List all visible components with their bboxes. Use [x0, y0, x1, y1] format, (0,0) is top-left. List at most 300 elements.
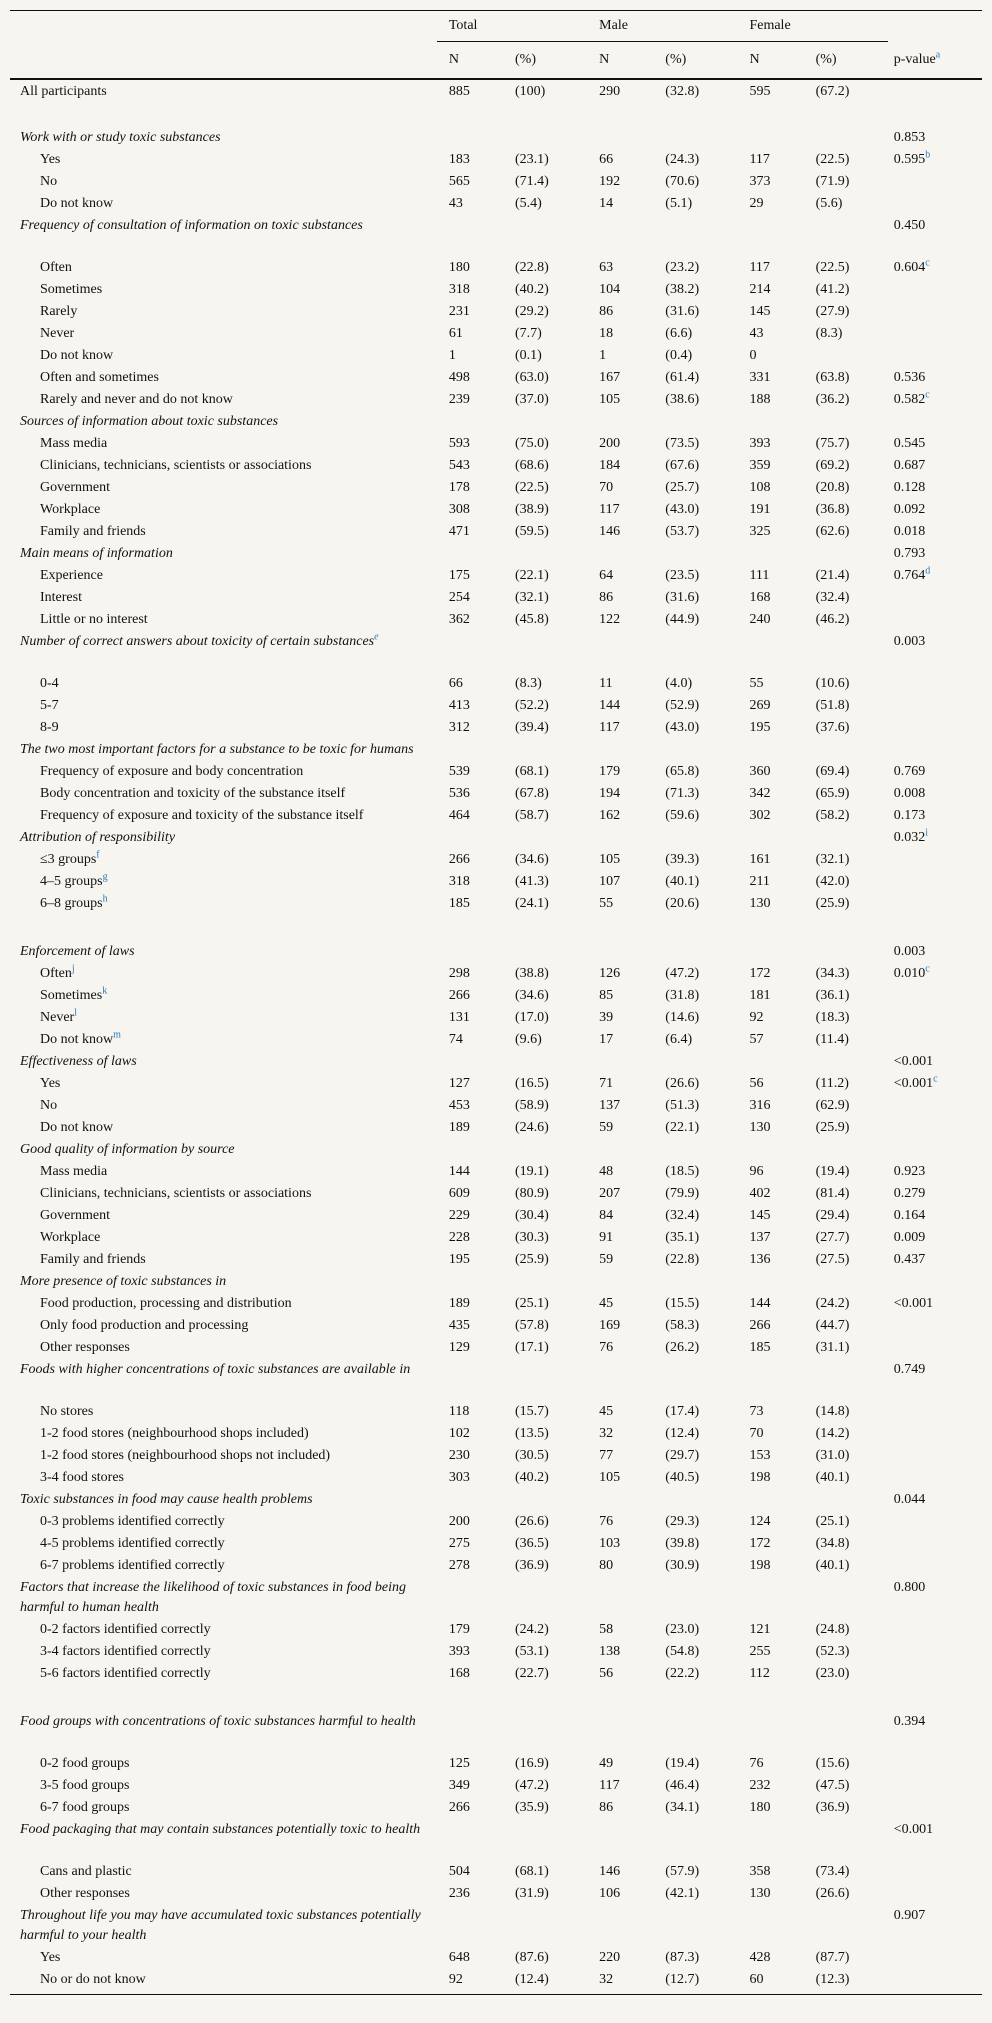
count-cell: 402	[749, 1186, 771, 1201]
percent-cell: (16.5)	[515, 1076, 549, 1091]
pvalue-cell	[888, 478, 982, 500]
percent-cell: (34.1)	[665, 1800, 700, 1815]
pvalue-cell	[888, 1162, 982, 1184]
label-text: 3-4 factors identified correctly	[40, 1644, 211, 1659]
pvalue-cell	[888, 986, 982, 1008]
percent-cell: (67.2)	[815, 84, 850, 99]
percent-cell	[511, 1490, 587, 1512]
percent-cell: (47.5)	[815, 1778, 850, 1793]
section-label	[10, 128, 437, 150]
label-text: 4-5 problems identified correctly	[40, 1536, 225, 1551]
label-text: Food groups with concentrations of toxic substances harmful to health	[20, 1714, 416, 1729]
row-label	[10, 1206, 437, 1228]
table-row	[10, 894, 982, 916]
count-cell: 266	[448, 988, 470, 1003]
percent-cell: (43.0)	[665, 502, 700, 517]
percent-cell: (21.4)	[815, 568, 850, 583]
count-cell: 191	[749, 502, 771, 517]
pvalue-text: <0.001	[893, 1076, 934, 1091]
table-row	[10, 1402, 982, 1424]
percent-cell: (80.9)	[515, 1186, 549, 1201]
row-label	[10, 1862, 437, 1884]
section-row	[10, 544, 982, 566]
table-row	[10, 964, 982, 986]
percent-cell	[812, 544, 888, 566]
count-cell: 290	[599, 84, 621, 99]
count-cell: 125	[448, 1756, 470, 1771]
table-row	[10, 1862, 982, 1884]
pvalue-cell	[888, 412, 982, 434]
count-cell: 126	[599, 966, 621, 981]
pvalue-cell	[888, 784, 982, 806]
count-cell	[437, 1712, 511, 1754]
count-cell: 96	[749, 1164, 764, 1179]
percent-cell: (14.2)	[815, 1426, 850, 1441]
pvalue-cell	[888, 500, 982, 522]
percent-cell: (19.4)	[815, 1164, 850, 1179]
percent-cell: (15.6)	[815, 1756, 850, 1771]
percent-cell: (57.9)	[665, 1864, 700, 1879]
pvalue-cell	[888, 1030, 982, 1052]
row-label	[10, 1096, 437, 1118]
percent-cell: (22.2)	[665, 1666, 700, 1681]
count-cell	[737, 1578, 811, 1620]
percent-cell: (29.7)	[665, 1448, 700, 1463]
count-cell: 43	[749, 326, 764, 341]
label-text: Foods with higher concentrations of toxic substances are available in	[20, 1362, 411, 1377]
pvalue-cell	[888, 128, 982, 150]
table-row	[10, 718, 982, 740]
pvalue-cell	[888, 79, 982, 106]
section-label	[10, 216, 437, 258]
section-label	[10, 1712, 437, 1754]
table-row	[10, 302, 982, 324]
percent-cell: (22.8)	[515, 260, 549, 275]
percent-cell	[661, 632, 737, 674]
count-cell	[737, 1712, 811, 1754]
count-cell: 29	[749, 196, 764, 211]
percent-cell: (17.0)	[515, 1010, 549, 1025]
count-cell: 168	[448, 1666, 470, 1681]
pvalue-cell	[888, 1776, 982, 1798]
pvalue-cell	[888, 302, 982, 324]
pvalue-text: 0.128	[893, 480, 926, 495]
percent-cell: (22.5)	[815, 152, 850, 167]
count-cell	[437, 1906, 511, 1948]
count-cell: 358	[749, 1864, 771, 1879]
percent-cell: (31.9)	[515, 1886, 549, 1901]
percent-cell: (58.3)	[665, 1318, 700, 1333]
count-cell: 648	[448, 1950, 470, 1965]
percent-cell: (62.6)	[815, 524, 850, 539]
label-text: Frequency of consultation of information on toxic substances	[20, 218, 363, 233]
header-pvalue	[888, 42, 982, 80]
pvalue-text: 0.009	[893, 1230, 926, 1245]
percent-cell	[661, 1578, 737, 1620]
pvalue-text: 0.793	[893, 546, 926, 561]
count-cell	[587, 1140, 661, 1162]
section-label	[10, 740, 437, 762]
label-text: 5-7	[40, 698, 59, 713]
footnote-mark: c	[925, 963, 930, 975]
percent-cell: (35.1)	[665, 1230, 700, 1245]
label-text: Factors that increase the likelihood of toxic substances in food being harmful to human health	[20, 1580, 406, 1615]
count-cell: 471	[448, 524, 470, 539]
table-row	[10, 1620, 982, 1642]
percent-cell: (12.3)	[812, 1970, 888, 1995]
percent-cell: (26.6)	[815, 1886, 850, 1901]
percent-cell: (22.1)	[515, 568, 549, 583]
table-row	[10, 1948, 982, 1970]
header-col: (%)	[815, 52, 837, 67]
label-text: No stores	[40, 1404, 94, 1419]
percent-cell	[511, 1906, 587, 1948]
row-label	[10, 1642, 437, 1664]
section-row	[10, 740, 982, 762]
percent-cell: (18.3)	[815, 1010, 850, 1025]
percent-cell: (24.8)	[815, 1622, 850, 1637]
percent-cell: (52.2)	[515, 698, 549, 713]
percent-cell	[661, 1272, 737, 1294]
table-row	[10, 696, 982, 718]
percent-cell: (38.9)	[515, 502, 549, 517]
count-cell: 32	[587, 1970, 661, 1995]
spacer-row	[10, 916, 982, 942]
percent-cell: (36.9)	[515, 1558, 549, 1573]
table-row	[10, 1206, 982, 1228]
count-cell: 195	[749, 720, 771, 735]
pvalue-cell	[888, 1118, 982, 1140]
section-label	[10, 1820, 437, 1862]
percent-cell: (26.6)	[515, 1514, 549, 1529]
percent-cell: (32.8)	[665, 84, 700, 99]
percent-cell: (54.8)	[665, 1644, 700, 1659]
pvalue-text: 0.545	[893, 436, 926, 451]
row-label	[10, 258, 437, 280]
pvalue-cell	[888, 1338, 982, 1360]
percent-cell: (57.8)	[515, 1318, 549, 1333]
table-row	[10, 1468, 982, 1490]
count-cell: 70	[749, 1426, 764, 1441]
count-cell: 593	[448, 436, 470, 451]
count-cell	[437, 740, 511, 762]
label-text: 1-2 food stores (neighbourhood shops included)	[40, 1426, 309, 1441]
count-cell: 298	[448, 966, 470, 981]
count-cell: 117	[599, 720, 620, 735]
percent-cell	[511, 1578, 587, 1620]
label-text: Never	[40, 326, 75, 341]
count-cell: 76	[599, 1514, 614, 1529]
count-cell: 278	[448, 1558, 470, 1573]
table-row	[10, 1776, 982, 1798]
count-cell	[737, 942, 811, 964]
count-cell: 162	[599, 808, 621, 823]
count-cell: 185	[749, 1340, 771, 1355]
percent-cell	[511, 1820, 587, 1862]
section-row	[10, 632, 982, 674]
label-text: Rarely	[40, 304, 78, 319]
table-row	[10, 986, 982, 1008]
label-text: Mass media	[40, 1164, 108, 1179]
label-text: 0-4	[40, 676, 59, 691]
table-row	[10, 1074, 982, 1096]
footnote-mark: c	[925, 257, 930, 269]
percent-cell: (30.3)	[515, 1230, 549, 1245]
count-cell: 211	[749, 874, 770, 889]
footnote-mark: m	[113, 1029, 121, 1041]
count-cell: 413	[448, 698, 470, 713]
percent-cell: (52.3)	[815, 1644, 850, 1659]
percent-cell: (62.9)	[815, 1098, 850, 1113]
count-cell: 536	[448, 786, 470, 801]
label-text: Yes	[40, 1950, 61, 1965]
count-cell: 57	[749, 1032, 764, 1047]
footnote-mark: c	[925, 389, 930, 401]
section-row	[10, 1140, 982, 1162]
percent-cell: (44.9)	[665, 612, 700, 627]
row-label	[10, 872, 437, 894]
percent-cell: (24.6)	[515, 1120, 549, 1135]
percent-cell: (0.1)	[515, 348, 542, 363]
percent-cell: (4.0)	[665, 676, 693, 691]
count-cell: 11	[599, 676, 613, 691]
percent-cell: (38.6)	[665, 392, 700, 407]
count-cell: 60	[737, 1970, 811, 1995]
percent-cell: (69.4)	[815, 764, 850, 779]
table-row	[10, 280, 982, 302]
percent-cell	[511, 1712, 587, 1754]
count-cell: 86	[599, 1800, 614, 1815]
count-cell: 180	[749, 1800, 771, 1815]
label-text: 8-9	[40, 720, 59, 735]
table-row	[10, 762, 982, 784]
count-cell: 373	[749, 174, 771, 189]
pvalue-cell	[888, 368, 982, 390]
percent-cell: (25.1)	[515, 1296, 549, 1311]
count-cell: 318	[448, 282, 470, 297]
count-cell: 127	[448, 1076, 470, 1091]
label-text: Number of correct answers about toxicity of certain substances	[20, 634, 375, 649]
pvalue-text: 0.092	[893, 502, 926, 517]
row-label	[10, 522, 437, 544]
count-cell: 189	[448, 1120, 470, 1135]
row-label	[10, 500, 437, 522]
row-label	[10, 1948, 437, 1970]
count-cell	[587, 1820, 661, 1862]
row-label	[10, 280, 437, 302]
row-label	[10, 696, 437, 718]
count-cell: 86	[599, 304, 614, 319]
pvalue-cell	[888, 696, 982, 718]
section-label	[10, 79, 437, 106]
pvalue-cell	[888, 194, 982, 216]
section-label	[10, 412, 437, 434]
percent-cell: (14.8)	[815, 1404, 850, 1419]
pvalue-cell	[888, 1140, 982, 1162]
percent-cell: (39.3)	[665, 852, 700, 867]
row-label	[10, 762, 437, 784]
label-text: Do not know	[40, 348, 114, 363]
row-label	[10, 1446, 437, 1468]
percent-cell: (25.1)	[815, 1514, 850, 1529]
count-cell	[737, 1360, 811, 1402]
percent-cell: (71.3)	[665, 786, 700, 801]
footnote-mark: k	[102, 985, 108, 997]
label-text: Often	[40, 966, 72, 981]
count-cell: 302	[749, 808, 771, 823]
label-text: Government	[40, 480, 110, 495]
label-text: Work with or study toxic substances	[20, 130, 221, 145]
label-text: 0-2 factors identified correctly	[40, 1622, 211, 1637]
pvalue-text: 0.003	[893, 944, 926, 959]
percent-cell: (44.7)	[815, 1318, 850, 1333]
count-cell: 266	[448, 852, 470, 867]
percent-cell: (43.0)	[665, 720, 700, 735]
row-label	[10, 194, 437, 216]
section-row	[10, 1906, 982, 1948]
label-text: Little or no interest	[40, 612, 148, 627]
percent-cell	[511, 1360, 587, 1402]
count-cell: 117	[599, 502, 620, 517]
percent-cell: (31.8)	[665, 988, 700, 1003]
table-row	[10, 1798, 982, 1820]
pvalue-cell	[888, 1096, 982, 1118]
percent-cell: (31.6)	[665, 304, 700, 319]
count-cell: 130	[749, 1120, 771, 1135]
footnote-mark: i	[925, 827, 929, 839]
percent-cell: (36.9)	[815, 1800, 850, 1815]
percent-cell: (73.5)	[665, 436, 700, 451]
pvalue-cell	[888, 632, 982, 674]
count-cell: 130	[749, 1886, 771, 1901]
percent-cell: (73.4)	[815, 1864, 850, 1879]
percent-cell: (24.3)	[665, 152, 700, 167]
label-text: 3-4 food stores	[40, 1470, 124, 1485]
count-cell: 91	[599, 1230, 614, 1245]
label-text: 5-6 factors identified correctly	[40, 1666, 211, 1681]
percent-cell: (31.0)	[815, 1448, 850, 1463]
pvalue-cell	[888, 942, 982, 964]
count-cell: 137	[599, 1098, 621, 1113]
percent-cell: (9.6)	[515, 1032, 542, 1047]
percent-cell: (52.9)	[665, 698, 700, 713]
row-label	[10, 850, 437, 872]
table-row	[10, 1754, 982, 1776]
percent-cell	[511, 942, 587, 964]
count-cell: 181	[749, 988, 771, 1003]
count-cell: 498	[448, 370, 470, 385]
pvalue-cell	[888, 566, 982, 588]
count-cell: 146	[599, 524, 621, 539]
percent-cell	[661, 1052, 737, 1074]
pvalue-cell	[888, 216, 982, 258]
percent-cell: (34.6)	[515, 988, 549, 1003]
row-label	[10, 1776, 437, 1798]
table-row	[10, 500, 982, 522]
count-cell: 595	[749, 84, 771, 99]
pvalue-text: 0.907	[893, 1908, 926, 1923]
percent-cell	[661, 1360, 737, 1402]
table-row	[10, 434, 982, 456]
pvalue-cell	[888, 1512, 982, 1534]
percent-cell: (40.5)	[665, 1470, 700, 1485]
row-label	[10, 1074, 437, 1096]
percent-cell: (11.2)	[815, 1076, 849, 1091]
percent-cell: (38.8)	[515, 966, 549, 981]
percent-cell: (40.2)	[515, 282, 549, 297]
pvalue-cell	[888, 1820, 982, 1862]
pvalue-cell	[888, 1424, 982, 1446]
table-row	[10, 522, 982, 544]
count-cell: 117	[749, 260, 770, 275]
label-text: The two most important factors for a substance to be toxic for humans	[20, 742, 414, 757]
header-col: N	[448, 52, 459, 67]
count-cell	[587, 1490, 661, 1512]
percent-cell: (25.7)	[665, 480, 700, 495]
count-cell: 136	[749, 1252, 771, 1267]
count-cell	[737, 1906, 811, 1948]
section-label	[10, 544, 437, 566]
percent-cell	[812, 216, 888, 258]
percent-cell	[661, 1906, 737, 1948]
header-group-total: Total	[437, 11, 587, 42]
label-text: Frequency of exposure and body concentration	[40, 764, 304, 779]
label-text: 0-2 food groups	[40, 1756, 130, 1771]
count-cell: 316	[749, 1098, 771, 1113]
percent-cell	[511, 216, 587, 258]
percent-cell: (15.7)	[515, 1404, 549, 1419]
row-label	[10, 1664, 437, 1686]
section-row	[10, 1712, 982, 1754]
count-cell	[437, 128, 511, 150]
footnote-mark: g	[102, 871, 108, 883]
percent-cell: (68.1)	[515, 1864, 549, 1879]
percent-cell: (8.3)	[515, 676, 542, 691]
count-cell: 43	[448, 196, 463, 211]
count-cell	[737, 828, 811, 850]
percent-cell: (16.9)	[515, 1756, 549, 1771]
footnote-mark: c	[933, 1073, 938, 1085]
percent-cell: (31.1)	[815, 1340, 850, 1355]
pvalue-text: 0.010	[893, 966, 926, 981]
row-label	[10, 1468, 437, 1490]
table-row	[10, 1424, 982, 1446]
percent-cell	[511, 1140, 587, 1162]
percent-cell: (40.1)	[815, 1470, 850, 1485]
table-row	[10, 1446, 982, 1468]
count-cell: 269	[749, 698, 771, 713]
percent-cell: (32.4)	[665, 1208, 700, 1223]
label-text: Only food production and processing	[40, 1318, 249, 1333]
percent-cell: (63.8)	[815, 370, 850, 385]
label-text: Family and friends	[40, 524, 146, 539]
table-row	[10, 456, 982, 478]
count-cell: 146	[599, 1864, 621, 1879]
percent-cell: (87.3)	[665, 1950, 700, 1965]
percent-cell: (17.4)	[665, 1404, 700, 1419]
footnote-mark: f	[96, 849, 100, 861]
percent-cell: (35.9)	[515, 1800, 549, 1815]
table-row	[10, 566, 982, 588]
count-cell	[587, 942, 661, 964]
count-cell	[737, 1272, 811, 1294]
percent-cell: (70.6)	[665, 174, 700, 189]
count-cell	[437, 216, 511, 258]
percent-cell	[511, 412, 587, 434]
pvalue-text: 0.923	[893, 1164, 926, 1179]
pvalue-cell	[888, 522, 982, 544]
pvalue-cell	[888, 1446, 982, 1468]
